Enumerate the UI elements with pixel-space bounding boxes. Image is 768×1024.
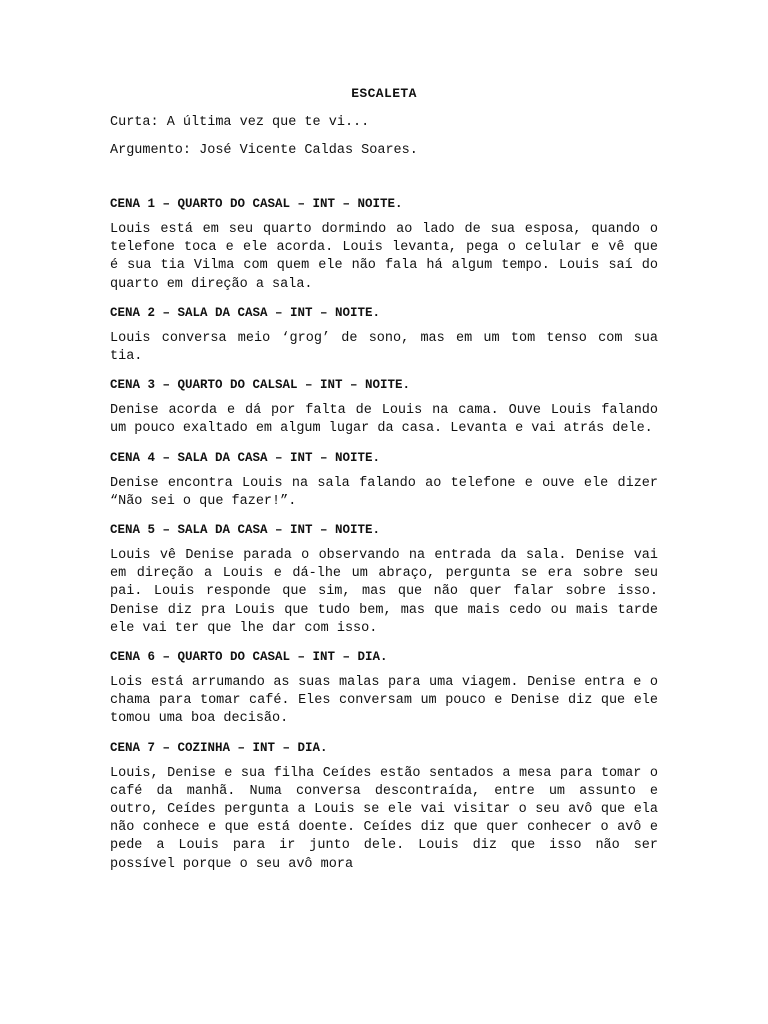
scene-heading: CENA 4 – SALA DA CASA – INT – NOITE. [110,450,381,465]
scene-text: Denise encontra Louis na sala falando ao telefone e ouve ele dizer “Não sei o que fazer!”. [110,475,658,509]
short-film-line: Curta: A última vez que te vi... [110,115,370,130]
scene-heading: CENA 2 – SALA DA CASA – INT – NOITE. [110,305,381,320]
scene-text: Louis vê Denise parada o observando na entrada da sala. Denise vai em direção a Louis e dá-lhe um abraço, pergunta se era sobre seu pai. Louis responde que sim, mas que não quer falar sobre isso. Denise diz pra Louis que tudo bem, mas que mais cedo ou mais tarde ele vai ter que lhe dar com isso. [110,548,658,636]
scene-heading: CENA 6 – QUARTO DO CASAL – INT – DIA. [110,650,388,665]
scene-text: Louis está em seu quarto dormindo ao lado de sua esposa, quando o telefone toca e ele acorda. Louis levanta, pega o celular e vê que é sua tia Vilma com quem ele não fala há algum tempo. Louis saí do quarto em direção a sala. [110,222,658,292]
scene-text: Louis conversa meio ‘grog’ de sono, mas em um tom tenso com sua tia. [110,330,658,365]
scene-text: Denise acorda e dá por falta de Louis na cama. Ouve Louis falando um pouco exaltado em algum lugar da casa. Levanta e vai atrás dele. [110,403,658,437]
scene-4 [110,449,658,511]
scene-6 [110,648,658,729]
document-title: ESCALETA [351,86,417,101]
spacer [110,169,658,195]
scene-heading: CENA 3 – QUARTO DO CALSAL – INT – NOITE. [110,378,411,393]
scene-5 [110,521,658,638]
scene-7 [110,739,658,874]
scene-2 [110,304,658,366]
scene-heading: CENA 7 – COZINHA – INT – DIA. [110,740,328,755]
scene-1 [110,195,658,294]
scene-heading: CENA 1 – QUARTO DO CASAL – INT – NOITE. [110,197,403,211]
scene-heading: CENA 5 – SALA DA CASA – INT – NOITE. [110,523,381,538]
scene-3 [110,376,658,438]
scene-text: Louis, Denise e sua filha Ceídes estão sentados a mesa para tomar o café da manhã. Numa conversa descontraída, entre um assunto e outro, Ceídes pergunta a Louis se ele vai visitar o seu avô que ela não conhece e que está doente. Ceídes diz que quer conhecer o avô e pede a Louis para ir junto dele. Louis diz que isso não ser possível porque o seu avô mora [110,765,658,872]
argument-line: Argumento: José Vicente Caldas Soares. [110,143,418,158]
scene-text: Lois está arrumando as suas malas para uma viagem. Denise entra e o chama para tomar café. Eles conversam um pouco e Denise diz que ele tomou uma boa decisão. [110,675,658,727]
document-page [110,84,658,884]
